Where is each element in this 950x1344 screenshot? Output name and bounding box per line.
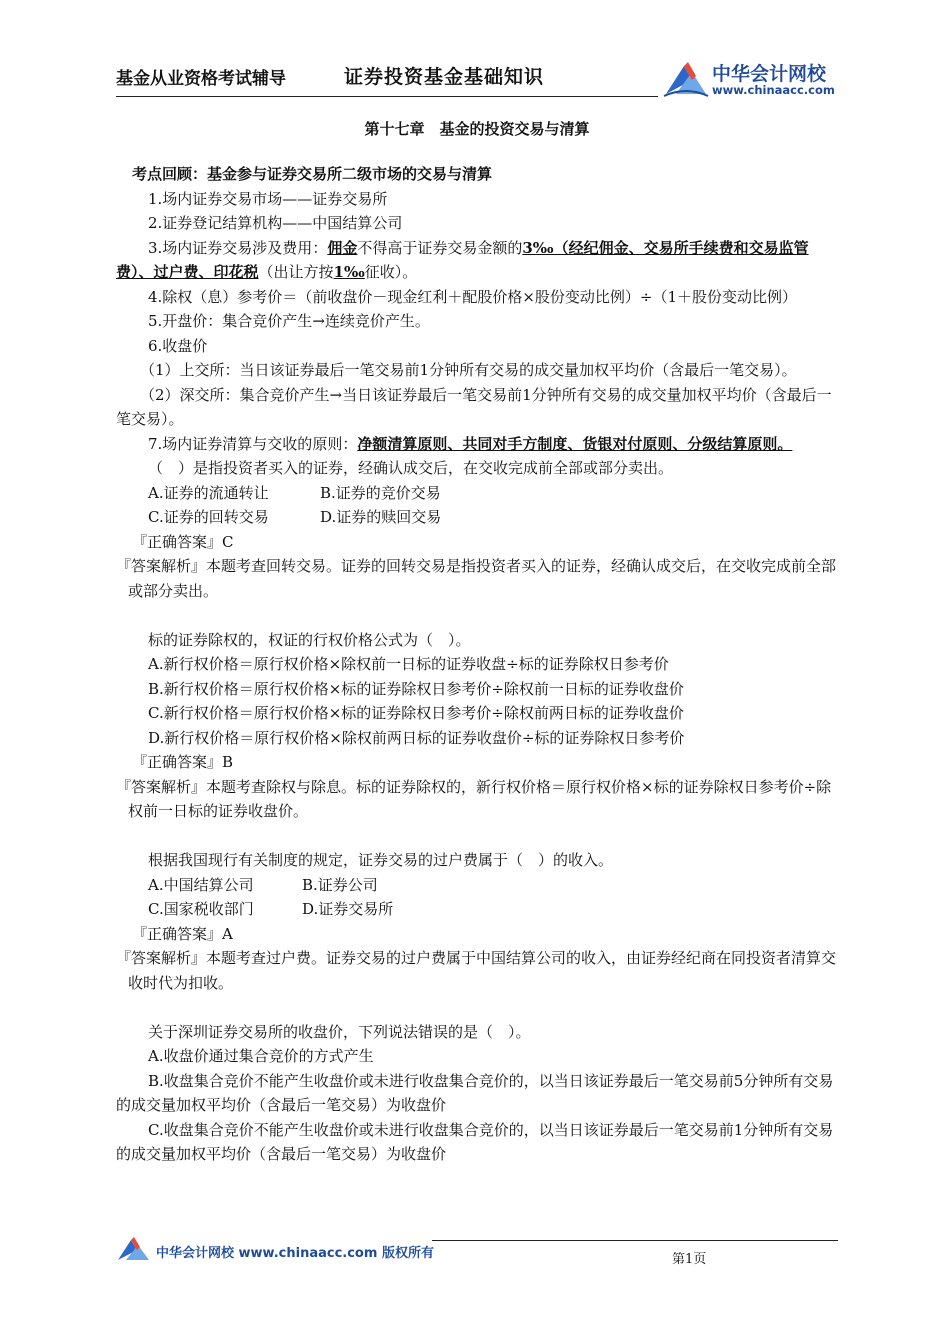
point-3-text-3: （出让方按: [258, 263, 334, 281]
footer-logo-icon: [116, 1236, 152, 1262]
page-footer: [116, 1234, 838, 1270]
point-5: 5.开盘价：集合竞价产生→连续竞价产生。: [148, 312, 430, 330]
q3-analysis: 『答案解析』本题考查过户费。证券交易的过户费属于中国结算公司的收入，由证券经纪商在同投资者清算交收时代为扣收。: [116, 949, 837, 992]
point-7-principles: 净额清算原则、共同对手方制度、货银对付原则、分级结算原则。: [357, 434, 793, 453]
q2-option-c: C.新行权价格＝原行权价格×标的证券除权日参考价÷除权前两日标的证券收盘价: [148, 704, 684, 722]
q3-options-cd: [116, 897, 838, 922]
footer-copyright: 中华会计网校 www.chinaacc.com 版权所有: [156, 1246, 434, 1261]
q1-options-cd: [116, 505, 838, 530]
q3-option-b: B.证券公司: [302, 875, 378, 894]
q2-answer: 『正确答案』B: [132, 753, 234, 771]
point-3-fees: 3‰（经纪佣金、交易所手续费和交易监管费）、过户费、印花税: [116, 238, 809, 281]
point-1: 1.场内证券交易市场——证券交易所: [148, 189, 388, 208]
q3-options-ab: [116, 873, 838, 898]
q2-stem: 标的证券除权的，权证的行权价格公式为（ ）。: [148, 630, 471, 649]
header-rule: [116, 96, 658, 97]
point-3-text: 3.场内证券交易涉及费用：: [148, 238, 328, 257]
q1-answer: 『正确答案』C: [132, 532, 234, 551]
point-7-text: 7.场内证券清算与交收的原则：: [148, 434, 358, 453]
q1-analysis: 『答案解析』本题考查回转交易。证券的回转交易是指投资者买入的证券，经确认成交后，在交收完成前全部或部分卖出。: [116, 557, 837, 600]
q3-stem: 根据我国现行有关制度的规定，证券交易的过户费属于（ ）的收入。: [148, 851, 614, 869]
point-2: 2.证券登记结算机构——中国结算公司: [148, 214, 403, 232]
point-6-2: （2）深交所：集合竞价产生→当日该证券最后一笔交易前1分钟所有交易的成交量加权平均价（含最后一笔交易）。: [116, 385, 832, 428]
point-6: 6.收盘价: [148, 336, 208, 355]
page-number: 第1页: [672, 1252, 707, 1267]
point-3-text-2: 不得高于证券交易金额的: [357, 238, 523, 257]
point-3-commission: 佣金: [327, 238, 358, 257]
q1-option-b: B.证券的竞价交易: [320, 483, 441, 502]
q2-option-b: B.新行权价格＝原行权价格×标的证券除权日参考价÷除权前一日标的证券收盘价: [148, 679, 684, 698]
section-heading: 考点回顾：基金参与证券交易所二级市场的交易与清算: [132, 165, 493, 183]
point-3: [116, 236, 838, 285]
q4-stem: 关于深圳证券交易所的收盘价，下列说法错误的是（ ）。: [148, 1022, 531, 1041]
q4-option-c: C.收盘集合竞价不能产生收盘价或未进行收盘集合竞价的，以当日该证券最后一笔交易前1分钟所有交易的成交量加权平均价（含最后一笔交易）为收盘价: [116, 1120, 834, 1163]
point-3-stamp-rate: 1‰: [333, 263, 365, 281]
chapter-title: 第十七章 基金的投资交易与清算: [364, 120, 590, 138]
q1-stem: （ ）是指投资者买入的证券，经确认成交后，在交收完成前全部或部分卖出。: [148, 459, 674, 477]
q4-option-b: B.收盘集合竞价不能产生收盘价或未进行收盘集合竞价的，以当日该证券最后一笔交易前5分钟所有交易的成交量加权平均价（含最后一笔交易）为收盘价: [116, 1071, 834, 1114]
logo-url: www.chinaacc.com: [712, 83, 835, 97]
q4-option-a: A.收盘价通过集合竞价的方式产生: [148, 1047, 374, 1065]
q3-option-d: D.证券交易所: [302, 900, 394, 918]
q3-option-c: C.国家税收部门: [148, 900, 254, 918]
document-body: [116, 117, 838, 1167]
chinaacc-logo: [662, 56, 842, 100]
q2-analysis: 『答案解析』本题考查除权与除息。标的证券除权的，新行权价格＝原行权价格×标的证券除权日参考价÷除权前一日标的证券收盘价。: [116, 777, 832, 820]
header-course: 基金从业资格考试辅导: [116, 69, 286, 89]
point-4: 4.除权（息）参考价＝（前收盘价－现金红利＋配股价格×股份变动比例）÷（1＋股份变动比例）: [148, 287, 797, 306]
q1-option-a: A.证券的流通转让: [148, 483, 269, 502]
q3-option-a: A.中国结算公司: [148, 875, 254, 894]
page-header: [116, 56, 838, 100]
logo-name: 中华会计网校: [712, 63, 827, 85]
q1-option-c: C.证券的回转交易: [148, 508, 269, 526]
header-subject: 证券投资基金基础知识: [344, 66, 545, 88]
q2-option-d: D.新行权价格＝原行权价格×除权前两日标的证券收盘价÷标的证券除权日参考价: [148, 728, 685, 747]
q2-option-a: A.新行权价格＝原行权价格×除权前一日标的证券收盘÷标的证券除权日参考价: [148, 655, 669, 673]
point-6-1: （1）上交所：当日该证券最后一笔交易前1分钟所有交易的成交量加权平均价（含最后一笔交易）。: [140, 361, 797, 379]
q1-option-d: D.证券的赎回交易: [320, 508, 442, 526]
point-7: [116, 432, 838, 457]
chinaacc-logo-icon: [662, 58, 710, 98]
q3-answer: 『正确答案』A: [132, 924, 233, 943]
point-3-text-4: 征收）。: [364, 263, 418, 281]
q1-options-ab: [116, 481, 838, 506]
footer-rule: [432, 1240, 838, 1241]
